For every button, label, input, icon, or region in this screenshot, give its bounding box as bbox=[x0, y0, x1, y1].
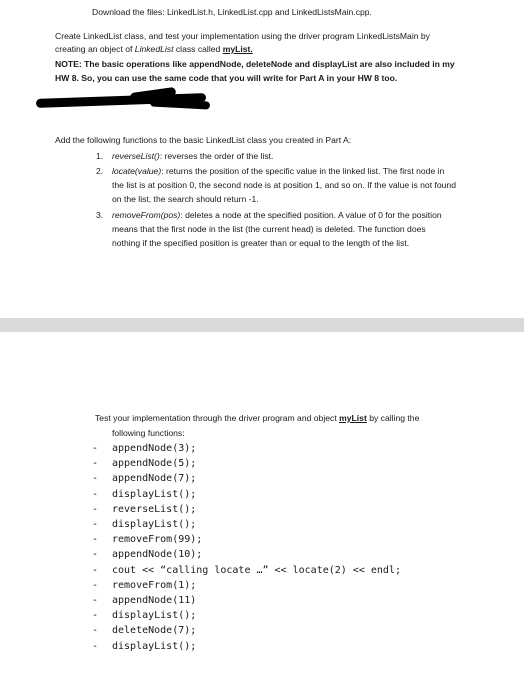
bullet-dash: - bbox=[92, 610, 99, 622]
code-call: displayList(); bbox=[112, 519, 197, 531]
function-desc-line: on the list, the search should return -1. bbox=[112, 194, 259, 204]
function-name: locate(value) bbox=[112, 166, 162, 176]
bullet-dash: - bbox=[92, 458, 99, 470]
list-item bbox=[92, 608, 401, 623]
list-item bbox=[92, 517, 401, 532]
item-number: 2. bbox=[96, 166, 104, 176]
code-call: removeFrom(99); bbox=[112, 534, 203, 546]
list-item bbox=[92, 593, 401, 608]
list-item bbox=[96, 209, 103, 222]
code-call: appendNode(10); bbox=[112, 549, 203, 561]
functions-heading: Add the following functions to the basic LinkedList class you created in Part A: bbox=[55, 135, 352, 145]
function-desc: : deletes a node at the specified position. A value of 0 for the position bbox=[180, 210, 442, 220]
code-call: displayList(); bbox=[112, 640, 197, 652]
intro-line-1: Create LinkedList class, and test your implementation using the driver program LinkedListsMain by bbox=[55, 31, 430, 41]
bullet-dash: - bbox=[92, 534, 99, 546]
code-call: appendNode(5); bbox=[112, 458, 197, 470]
list-item bbox=[92, 471, 401, 486]
code-call: deleteNode(7); bbox=[112, 625, 197, 637]
intro-mid: class called bbox=[173, 44, 223, 54]
list-item bbox=[92, 502, 401, 517]
code-call: cout << “calling locate …” << locate(2) << endl; bbox=[112, 564, 401, 576]
object-name: myList bbox=[339, 413, 367, 423]
bullet-dash: - bbox=[92, 549, 99, 561]
code-call: displayList(); bbox=[112, 610, 197, 622]
list-item bbox=[92, 563, 401, 578]
intro-prefix: creating an object of bbox=[55, 44, 135, 54]
code-list bbox=[92, 441, 401, 654]
code-call: appendNode(3); bbox=[112, 443, 197, 454]
list-item bbox=[92, 532, 401, 547]
test-prefix: Test your implementation through the driver program and object bbox=[95, 413, 340, 423]
bullet-dash: - bbox=[92, 579, 99, 591]
list-item bbox=[96, 165, 103, 178]
list-item bbox=[112, 165, 444, 178]
bullet-dash: - bbox=[92, 488, 99, 500]
list-item bbox=[92, 623, 401, 638]
page-divider bbox=[0, 318, 524, 332]
intro-line-2 bbox=[55, 43, 253, 56]
function-desc-line: the list is at position 0, the second node is at position 1, and so on. If the value is not found bbox=[112, 180, 456, 190]
list-item bbox=[92, 456, 401, 471]
list-item bbox=[92, 487, 401, 502]
list-item bbox=[92, 547, 401, 562]
function-desc: : returns the position of the specific value in the linked list. The first node in bbox=[161, 166, 445, 176]
list-item bbox=[112, 209, 442, 222]
code-call: appendNode(7); bbox=[112, 473, 197, 485]
function-name: removeFrom(pos) bbox=[112, 210, 181, 220]
list-item bbox=[96, 150, 103, 163]
list-item bbox=[92, 639, 401, 654]
test-line-2: following functions: bbox=[112, 428, 185, 438]
function-desc-line: means that the first node in the list (the current head) is deleted. The function does bbox=[112, 224, 426, 234]
code-call: reverseList(); bbox=[112, 503, 197, 515]
test-suffix: by calling the bbox=[366, 413, 420, 423]
function-desc: : reverses the order of the list. bbox=[159, 151, 274, 161]
note-line-1: NOTE: The basic operations like appendNode, deleteNode and displayList are also included in my bbox=[55, 59, 455, 69]
item-number: 1. bbox=[96, 151, 104, 161]
object-name: myList. bbox=[222, 44, 253, 54]
item-number: 3. bbox=[96, 210, 104, 220]
list-item bbox=[112, 150, 273, 163]
bullet-dash: - bbox=[92, 564, 99, 576]
download-instructions: Download the files: LinkedList.h, LinkedList.cpp and LinkedListsMain.cpp. bbox=[92, 7, 372, 17]
bullet-dash: - bbox=[92, 473, 99, 485]
test-line-1 bbox=[95, 412, 419, 425]
bullet-dash: - bbox=[92, 625, 99, 637]
code-call: removeFrom(1); bbox=[112, 579, 197, 591]
function-desc-line: nothing if the specified position is greater than or equal to the length of the list. bbox=[112, 238, 410, 248]
function-name: reverseList() bbox=[112, 151, 160, 161]
bullet-dash: - bbox=[92, 595, 99, 607]
code-call: appendNode(11) bbox=[112, 595, 197, 607]
note-line-2: HW 8. So, you can use the same code that you will write for Part A in your HW 8 too. bbox=[55, 73, 398, 83]
bullet-dash: - bbox=[92, 443, 99, 454]
bullet-dash: - bbox=[92, 519, 99, 531]
class-name: LinkedList bbox=[134, 44, 174, 54]
list-item bbox=[92, 578, 401, 593]
bullet-dash: - bbox=[92, 503, 99, 515]
code-call: displayList(); bbox=[112, 488, 197, 500]
list-item bbox=[92, 441, 401, 456]
bullet-dash: - bbox=[92, 640, 99, 652]
